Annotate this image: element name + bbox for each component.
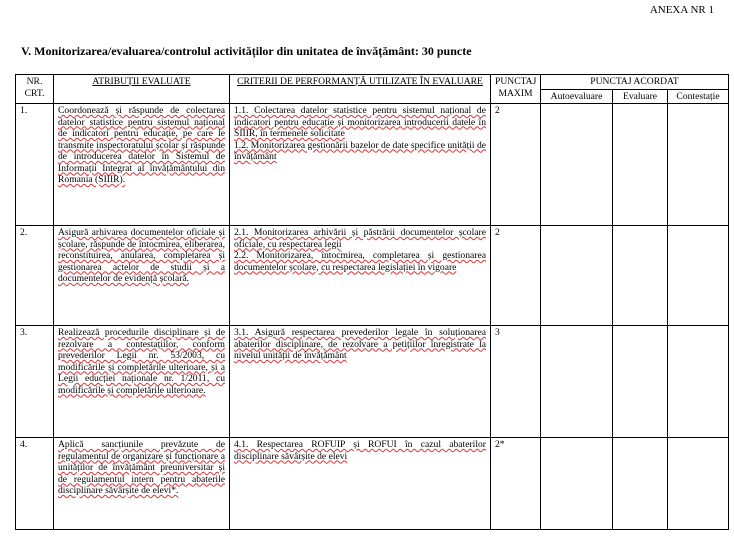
row-criterii [230,104,491,226]
header-evaluare: Evaluare [613,89,668,104]
row-punctaj: 3 [491,326,541,438]
table-row [16,226,729,326]
cell-evaluare[interactable] [613,326,668,438]
row-punctaj: 2 [491,226,541,326]
header-atributii-text: ATRIBUȚII EVALUATE [92,76,191,87]
section-title: V. Monitorizarea/evaluarea/controlul activităților din unitatea de învățământ: 30 puncte [21,44,472,58]
row-atributii-text: Asigură arhivarea documentelor oficiale și școlare, răspunde de întocmirea, eliberarea, reconstituirea, anularea, completarea și gestionarea actelor de studii și a documentelor de evidență școlară. [58,227,225,284]
row-criterii [230,438,491,530]
header-criterii [230,75,491,104]
table-row [16,438,729,530]
row-atributii-text: Realizează procedurile disciplinare și de rezolvare a contestațiilor, conform prevederilor Legii nr. 53/2003, cu modificările și completările ulterioare, și a Legii educției naționale nr. 1/2011, cu modificările și completările ulterioare. [58,327,225,396]
row-criterii [230,226,491,326]
row-atributii [54,326,230,438]
header-criterii-text: CRITERII DE PERFORMANȚĂ UTILIZATE ÎN EVALUARE [237,76,483,87]
header-nr: NR. CRT. [16,75,54,104]
cell-autoevaluare[interactable] [541,104,613,226]
header-atributii [54,75,230,104]
cell-contestatie[interactable] [668,226,729,326]
evaluation-table [15,74,729,530]
table-row [16,326,729,438]
criteriu-item: 3.1. Asigură respectarea prevederilor legale în soluționarea abaterilor disciplinare, de rezolvare a petițiilor înregistrate la nivelul unității de învățământ [234,327,486,361]
cell-contestatie[interactable] [668,438,729,530]
annex-label: ANEXA NR 1 [649,4,714,16]
cell-contestatie[interactable] [668,326,729,438]
cell-evaluare[interactable] [613,226,668,326]
header-punctaj-acordat: PUNCTAJ ACORDAT [541,75,729,90]
cell-evaluare[interactable] [613,438,668,530]
criteriu-item: 1.1. Colectarea datelor statistice pentru sistemul național de indicatori pentru educație și monitorizarea introducerii datele în SIIIR, în termenele solicitate [234,105,486,139]
row-atributii [54,226,230,326]
cell-contestatie[interactable] [668,104,729,226]
row-criterii [230,326,491,438]
header-punctaj-maxim: PUNCTAJ MAXIM [491,75,541,104]
row-nr: 1. [16,104,54,226]
row-atributii-text: Coordonează și răspunde de colectarea datelor statistice pentru sistemul național de indicatori pentru educație, pe care le transmite inspectoratului școlar și răspunde de introducerea datelor în Sistemul de Informații Integrat al învățământului din Romania (SIIIR). [58,105,225,185]
table-row [16,104,729,226]
row-punctaj: 2 [491,104,541,226]
cell-autoevaluare[interactable] [541,226,613,326]
criteriu-item: 1.2. Monitorizarea gestionării bazelor de date specifice unității de învățământ [234,139,486,162]
row-punctaj: 2* [491,438,541,530]
criteriu-item: 4.1. Respectarea ROFUIP și ROFUI în cazul abaterilor disciplinare săvârșite de elevi [234,439,486,462]
header-contestatie: Contestație [668,89,729,104]
row-nr: 2. [16,226,54,326]
criteriu-item: 2.1. Monitorizarea arhivării și păstrării documentelor școlare oficiale, cu respectarea legii [234,227,486,250]
header-autoevaluare: Autoevaluare [541,89,613,104]
row-nr: 4. [16,438,54,530]
cell-autoevaluare[interactable] [541,326,613,438]
header-row [16,75,729,90]
criteriu-item: 2.2. Monitorizarea, întocmirea, completarea și gestionarea documentelor școlare, cu respectarea legislației în vigoare [234,250,486,273]
cell-evaluare[interactable] [613,104,668,226]
row-atributii [54,104,230,226]
row-atributii-text: Aplică sancțiunile prevăzute de regulamentul de organizare și funcționare a unităților de învățământ preuniversitar și de regulamentul intern pentru abaterile disciplinare săvârșite de elevi*. [58,439,225,496]
row-atributii [54,438,230,530]
cell-autoevaluare[interactable] [541,438,613,530]
row-nr: 3. [16,326,54,438]
